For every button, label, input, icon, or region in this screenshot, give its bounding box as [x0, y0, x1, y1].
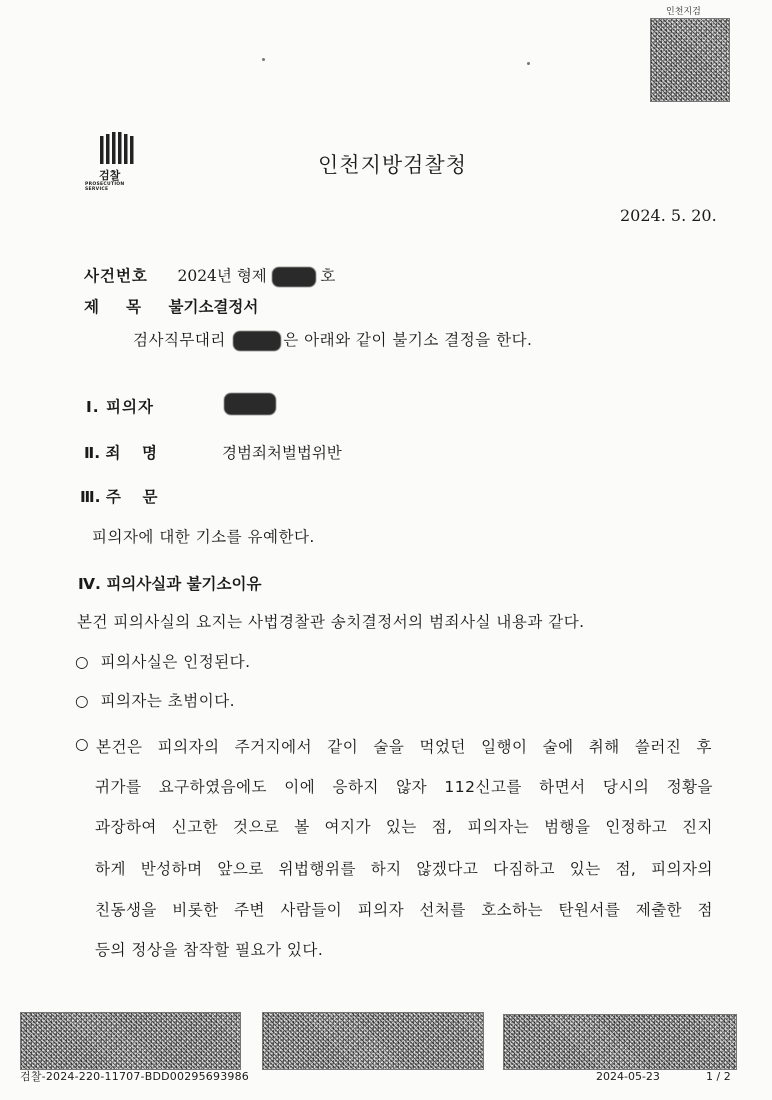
section-suspect-heading: Ⅰ. 피의자 [86, 398, 154, 416]
redacted-suspect-name [224, 393, 276, 415]
bullet-item [75, 650, 251, 672]
footer-document-id: 검찰-2024-220-11707-BDD00295693986 [20, 1070, 249, 1083]
intro-suffix: 은 아래와 같이 불기소 결정을 한다. [283, 331, 533, 349]
disposition-text: 피의자에 대한 기소를 유예한다. [92, 528, 315, 546]
footer-print-date: 2024-05-23 [596, 1070, 660, 1083]
bullet-circle-icon: ○ [75, 735, 90, 753]
document-date: 2024. 5. 20. [620, 206, 717, 225]
case-number-label: 사건번호 [84, 267, 148, 285]
case-number-suffix: 호 [320, 267, 336, 285]
redacted-prosecutor-name [233, 331, 281, 351]
case-number-prefix: 2024년 형제 [177, 267, 267, 285]
reasons-paragraph-line: 친동생을 비롯한 주변 사람들이 피의자 선처를 호소하는 탄원서를 제출한 점 [95, 901, 713, 919]
bullet-item [75, 689, 235, 711]
logo-subtext: PROSECUTION SERVICE [85, 182, 125, 192]
security-strip-right [503, 1014, 737, 1070]
security-barcode-top [650, 18, 730, 102]
reasons-paragraph-line: 귀가를 요구하였음에도 이에 응하지 않자 112신고를 하면서 당시의 정황을 [95, 778, 713, 796]
office-title: 인천지방검찰청 [318, 153, 468, 177]
speck [262, 58, 265, 61]
reasons-paragraph-line: 하게 반성하며 앞으로 위법행위를 하지 않겠다고 다짐하고 있는 점, 피의자의 [95, 860, 713, 878]
section-disposition-heading: Ⅲ. 주 문 [80, 488, 158, 506]
section-charge-heading: Ⅱ. 죄 명 [84, 444, 158, 462]
stamp-label: 인천지검 [666, 7, 701, 17]
bullet-circle-icon: ○ [75, 653, 90, 671]
title-row [84, 295, 258, 317]
reasons-paragraph-line: 본건은 피의자의 주거지에서 같이 술을 먹었던 일행이 술에 취해 쓸러진 후 [96, 738, 712, 756]
security-strip-left [20, 1012, 241, 1070]
section-reasons-heading: Ⅳ. 피의사실과 불기소이유 [78, 575, 262, 593]
redacted-case-number [272, 267, 316, 287]
security-strip-middle [262, 1012, 484, 1070]
reasons-paragraph-line: 과장하여 신고한 것으로 볼 여지가 있는 점, 피의자는 범행을 인정하고 진지 [95, 818, 713, 836]
reasons-paragraph-line: 등의 정상을 참작할 필요가 있다. [95, 941, 324, 959]
charge-value: 경범죄처벌법위반 [222, 444, 342, 462]
intro-prefix: 검사직무대리 [133, 331, 226, 349]
case-number-row [84, 264, 335, 287]
footer-page-number: 1 / 2 [706, 1070, 731, 1083]
prosecution-logo [85, 132, 143, 192]
bullet-circle-icon: ○ [75, 692, 90, 710]
title-value: 불기소결정서 [168, 298, 259, 316]
bullet-text: 피의자는 초범이다. [100, 692, 236, 710]
logo-bars-icon [98, 132, 138, 164]
title-label: 제 목 [84, 298, 141, 316]
speck [527, 62, 530, 65]
intro-sentence [133, 328, 532, 351]
reasons-intro: 본건 피의사실의 요지는 사법경찰관 송치결정서의 범죄사실 내용과 같다. [77, 613, 585, 631]
logo-text: 검찰 [99, 169, 121, 182]
bullet-text: 피의사실은 인정된다. [100, 653, 251, 671]
